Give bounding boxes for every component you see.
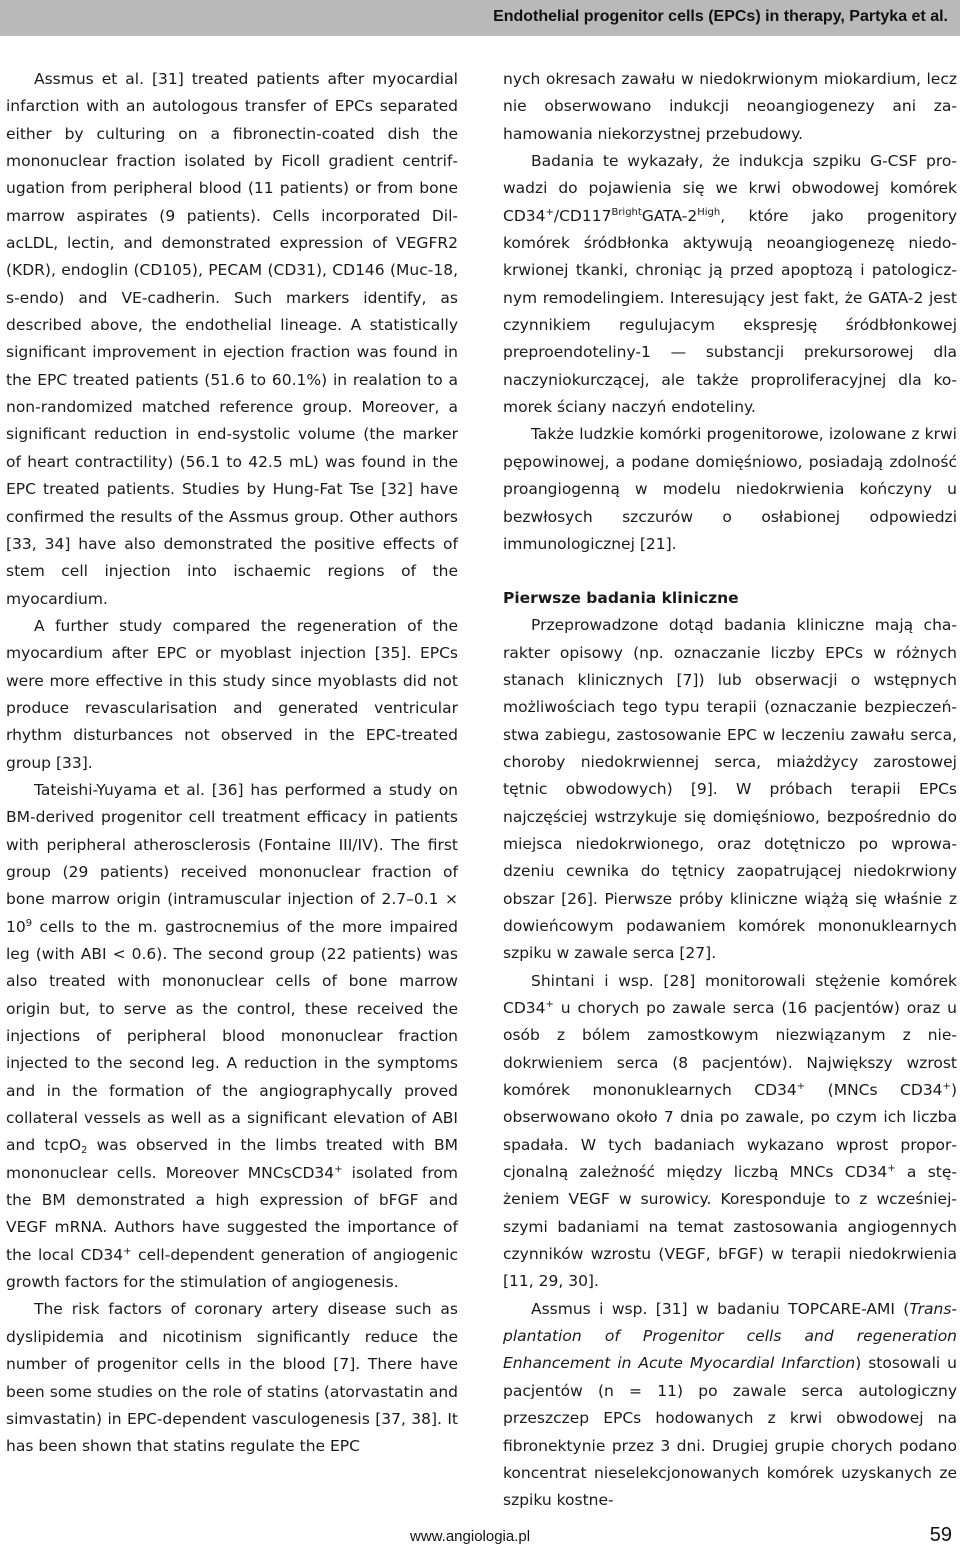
text-span: was observed in the limbs treated with BM mononuclear cells. Moreover MNCsCD34 — [6, 1136, 458, 1182]
text-span: cell-dependent generation of angiogenic growth factors for the stimulation of angiogenesis. — [6, 1245, 458, 1292]
running-header-band — [0, 0, 960, 36]
text-span: cells to the m. gastrocnemius of the more impaired leg (with ABI < 0.6). The second group (22 patients) was also treated with mononuclear cells of bone marrow origin but, to serve as the control, these received the injections of peripheral blood mononuclear fraction injected to the second leg. A reduction in the symptoms and in the formation of the angiographycally proved collateral vessels as well as a significant elevation of ABI and tcpO — [6, 917, 458, 1155]
text-span: Tateishi-Yuyama et al. [36] has performed a study on BM-derived progenitor cell treatment efficacy in patients with peripheral atherosclerosis (Fontaine III/IV). The first group (29 patients) received mononuclear fraction of bone marrow origin (intramuscular injection of 2.7–0.1 × 10 — [6, 780, 458, 936]
text-span: Shintani i wsp. [28] monitorowali stężenie komórek CD34 — [503, 971, 957, 1017]
text-span: (MNCs CD34 — [805, 1081, 943, 1100]
superscript: + — [942, 1081, 951, 1093]
superscript: + — [123, 1245, 132, 1257]
subscript: 2 — [81, 1145, 88, 1157]
text-span: GATA-2 — [641, 206, 698, 225]
text-span: , które jako progenitory komórek śródbłonka aktywują neoangiogenezę niedokrwionej tkanki, chroniąc ją przed apoptozą i patologicznym remodelingiem. Interesujący jest fakt, że GATA-2 jest czynnikiem regulujacym ekspresję śródbłonkowej preproendoteliny-1 — substancji prekursorowej dla naczyniokurczącej, ale także proproliferacyjnej dla komorek ściany naczyń endoteliny. — [503, 206, 957, 417]
left-paragraph-1: Assmus et al. [31] treated patients after myocardial infarction with an autologous transfer of EPCs separated either by culturing on a fibronectin-coated dish the mononuclear fraction isolated by Ficoll gradient centrifugation from peripheral blood (11 patients) or from bone marrow aspirates (9 patients). Cells incorporated DilacLDL, lectin, and demonstrated expression of VEGFR2 (KDR), endoglin (CD105), PECAM (CD31), CD146 (Muc-18, s-endo) and VE-cadherin. Such markers identify, as described above, the endothelial lineage. A statistically significant improvement in ejection fraction was found in the EPC treated patients (51.6 to 60.1%) in realation to a non-randomized matched reference group. Moreover, a significant reduction in end-systolic volume (the marker of heart contractility) (56.1 to 42.5 mL) was found in the EPC treated patients. Studies by Hung-Fat Tse [32] have confirmed the results of the Assmus group. Other authors [33, 34] have also demonstrated the positive effects of stem cell injection into ischaemic regions of the myocardium. — [6, 70, 458, 608]
right-paragraph-2 — [503, 148, 957, 421]
right-paragraph-5 — [503, 968, 957, 1296]
section-heading: Pierwsze badania kliniczne — [503, 589, 739, 608]
superscript: + — [334, 1163, 343, 1175]
superscript: High — [697, 206, 721, 218]
text-span: isolated from the BM demonstrated a high expression of bFGF and VEGF mRNA. Authors have suggested the importance of the local CD34 — [6, 1163, 458, 1264]
right-paragraph-4: Przeprowadzone dotąd badania kliniczne mają charakter opisowy (np. oznaczanie liczby EPCs w różnych stanach klinicznych [7]) lub obserwacji o wstępnych możliwościach tego typu terapii (oznaczanie bezpieczeństwa zabiegu, zastosowanie EPC w leczeniu zawału serca, choroby niedokrwiennej serca, miażdżycy zarostowej tętnic obwodowych) [9]. W próbach terapii EPCs najczęściej wstrzykuje się domięśniowo, bezpośrednio do miejsca niedokrwionego, oraz dotętniczo po wprowadzeniu cewnika do tętnicy zaopatrującej niedokrwiony obszar [26]. Pierwsze próby kliniczne wiążą się właśnie z dowieńcowym podawaniem komórek mononuklearnych szpiku w zawale serca [27]. — [503, 616, 957, 963]
superscript: + — [887, 1163, 896, 1175]
superscript: + — [545, 999, 554, 1010]
footer-url: www.angiologia.pl — [410, 1528, 531, 1545]
text-span: Assmus i wsp. [31] w badaniu TOPCARE-AMI ( — [531, 1299, 910, 1318]
italic-title: Transplantation of Progenitor cells and regeneration Enhancement in Acute Myocardial Infarction — [503, 1299, 957, 1373]
text-span: /CD117 — [553, 206, 612, 225]
running-header-title: Endothelial progenitor cells (EPCs) in therapy, Partyka et al. — [493, 8, 948, 25]
text-span: Badania te wykazały, że indukcja szpiku G-CSF prowadzi do pojawienia się we krwi obwodowej komórek CD34 — [503, 152, 957, 225]
left-paragraph-4: The risk factors of coronary artery disease such as dyslipidemia and nicotinism significantly reduce the number of progenitor cells in the blood [7]. There have been some studies on the role of statins (atorvastatin and simvastatin) in EPC-dependent vasculogenesis [37, 38]. It has been shown that statins regulate the EPC — [6, 1300, 458, 1456]
left-paragraph-2: A further study compared the regeneration of the myocardium after EPC or myoblast injection [35]. EPCs were more effective in this study since myoblasts did not produce revascularisation and generated ventricular rhythm disturbances not observed in the EPC-treated group [33]. — [6, 616, 458, 772]
superscript: + — [796, 1081, 806, 1093]
left-column — [6, 66, 458, 1461]
superscript: Bright — [611, 206, 642, 218]
text-span: ) obserwowano około 7 dnia po zawale, po czym ich liczba spadała. W tych badaniach wykazano wprost proporcjonalną zależność między liczbą MNCs CD34 — [503, 1081, 957, 1182]
text-span: ) stosowali u pacjentów (n = 11) po zawale serca autologiczny przeszczep EPCs hodowanych z krwi obwodowej na fibronektynie przez 3 dni. Drugiej grupie chorych podano koncentrat nieselekcjonowanych komórek uzyskanych ze szpiku kostne- — [503, 1354, 957, 1510]
page-number: 59 — [929, 1524, 952, 1546]
text-span: u chorych po zawale serca (16 pacjentów) oraz u osób z bólem zamostkowym niezwiązanym z niedokrwieniem serca (8 pacjentów). Największy wzrost komórek mononuklearnych CD34 — [503, 999, 957, 1100]
superscript: + — [545, 206, 554, 218]
right-paragraph-3: Także ludzkie komórki progenitorowe, izolowane z krwi pępowinowej, a podane domięśniowo, posiadają zdolność proangiogenną w modelu niedokrwienia kończyny u bezwłosych szczurów o osłabionej odpowiedzi immunologicznej [21]. — [503, 425, 957, 553]
text-span: a stężeniem VEGF w surowicy. Koresponduje to z wcześniejszymi badaniami na temat zastosowania angiogennych czynników wzrostu (VEGF, bFGF) w terapii niedokrwienia [11, 29, 30]. — [503, 1163, 957, 1291]
left-paragraph-3 — [6, 777, 458, 1297]
right-paragraph-6 — [503, 1296, 957, 1515]
right-column — [503, 66, 957, 1515]
superscript: 9 — [25, 917, 33, 929]
right-paragraph-1: nych okresach zawału w niedokrwionym miokardium, lecz nie obserwowano indukcji neoangiogenezy ani zahamowania niekorzystnej przebudowy. — [503, 70, 957, 143]
